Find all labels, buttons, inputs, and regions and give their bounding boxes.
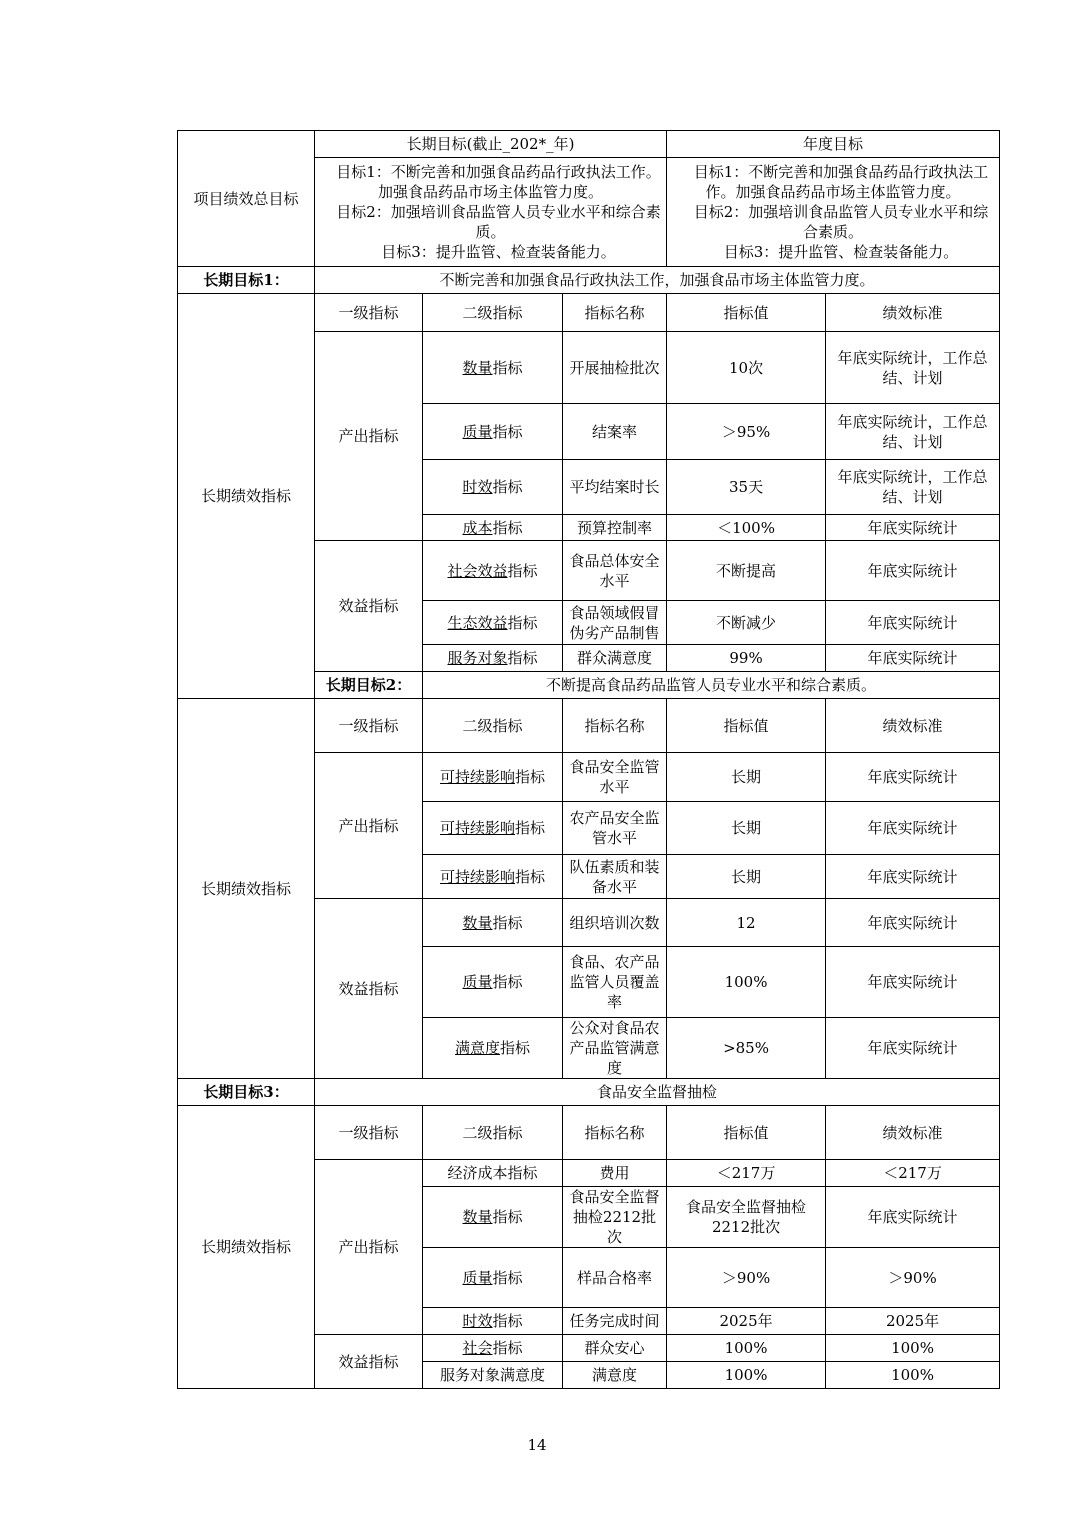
indicator-name: 食品安全监督抽检2212批次 xyxy=(563,1187,667,1248)
indicator-value: 10次 xyxy=(667,332,826,404)
indicator-name: 平均结案时长 xyxy=(563,460,667,515)
indicator-standard: 年底实际统计 xyxy=(826,515,1000,541)
indicator-value: 不断减少 xyxy=(667,601,826,645)
level2-cell: 生态效益指标 xyxy=(423,601,563,645)
indicator-name: 结案率 xyxy=(563,404,667,460)
section1-perf-label: 长期绩效指标 xyxy=(178,294,315,699)
level2-cell: 时效指标 xyxy=(423,1308,563,1335)
group-output: 产出指标 xyxy=(315,332,423,541)
long-term-goals: 目标1：不断完善和加强食品药品行政执法工作。加强食品药品市场主体监管力度。 目标2：加强培训食品监管人员专业水平和综合素质。 目标3：提升监管、检查装备能力。 xyxy=(315,158,667,267)
long-term-header: 长期目标(截止_202*_年) xyxy=(315,131,667,158)
level2-cell: 时效指标 xyxy=(423,460,563,515)
indicator-name: 食品领域假冒伪劣产品制售 xyxy=(563,601,667,645)
section3-desc: 食品安全监督抽检 xyxy=(315,1079,1000,1106)
indicator-standard: 年底实际统计 xyxy=(826,753,1000,802)
indicator-value: ＞95% xyxy=(667,404,826,460)
indicator-standard: ＜217万 xyxy=(826,1160,1000,1187)
indicator-name: 样品合格率 xyxy=(563,1248,667,1308)
indicator-value: 长期 xyxy=(667,753,826,802)
section1-label: 长期目标1： xyxy=(178,267,315,294)
indicator-value: 长期 xyxy=(667,855,826,899)
col-name: 指标名称 xyxy=(563,699,667,753)
indicator-value: ＜217万 xyxy=(667,1160,826,1187)
col-name: 指标名称 xyxy=(563,1106,667,1160)
level2-cell: 成本指标 xyxy=(423,515,563,541)
indicator-name: 食品安全监管水平 xyxy=(563,753,667,802)
col-standard: 绩效标准 xyxy=(826,294,1000,332)
col-level1: 一级指标 xyxy=(315,699,423,753)
annual-header: 年度目标 xyxy=(667,131,1000,158)
performance-table xyxy=(177,130,1000,1389)
indicator-value: 长期 xyxy=(667,802,826,855)
indicator-value: 35天 xyxy=(667,460,826,515)
level2-cell: 质量指标 xyxy=(423,404,563,460)
indicator-name: 食品总体安全水平 xyxy=(563,541,667,601)
annual-goals: 目标1：不断完善和加强食品药品行政执法工作。加强食品药品市场主体监管力度。 目标2：加强培训食品监管人员专业水平和综合素质。 目标3：提升监管、检查装备能力。 xyxy=(667,158,1000,267)
section3-label: 长期目标3： xyxy=(178,1079,315,1106)
indicator-standard: 年底实际统计 xyxy=(826,601,1000,645)
col-level2: 二级指标 xyxy=(423,1106,563,1160)
project-goal-label: 项目绩效总目标 xyxy=(178,131,315,267)
page-number: 14 xyxy=(527,1436,547,1454)
level2-cell: 满意度指标 xyxy=(423,1018,563,1079)
indicator-name: 组织培训次数 xyxy=(563,899,667,947)
indicator-standard: 2025年 xyxy=(826,1308,1000,1335)
section2-desc: 不断提高食品药品监管人员专业水平和综合素质。 xyxy=(423,672,1000,699)
indicator-name: 预算控制率 xyxy=(563,515,667,541)
indicator-name: 队伍素质和装备水平 xyxy=(563,855,667,899)
indicator-standard: 年底实际统计 xyxy=(826,802,1000,855)
indicator-name: 任务完成时间 xyxy=(563,1308,667,1335)
indicator-value: >85% xyxy=(667,1018,826,1079)
col-standard: 绩效标准 xyxy=(826,699,1000,753)
indicator-standard: ＞90% xyxy=(826,1248,1000,1308)
level2-cell: 服务对象满意度 xyxy=(423,1362,563,1389)
indicator-value: ＞90% xyxy=(667,1248,826,1308)
level2-cell: 社会指标 xyxy=(423,1335,563,1362)
level2-cell: 社会效益指标 xyxy=(423,541,563,601)
indicator-value: 12 xyxy=(667,899,826,947)
group-benefit: 效益指标 xyxy=(315,899,423,1079)
indicator-standard: 年底实际统计 xyxy=(826,899,1000,947)
indicator-name: 群众安心 xyxy=(563,1335,667,1362)
level2-cell: 质量指标 xyxy=(423,947,563,1018)
indicator-name: 公众对食品农产品监管满意度 xyxy=(563,1018,667,1079)
col-level2: 二级指标 xyxy=(423,699,563,753)
group-output: 产出指标 xyxy=(315,753,423,899)
indicator-standard: 100% xyxy=(826,1335,1000,1362)
indicator-name: 群众满意度 xyxy=(563,645,667,672)
indicator-value: 100% xyxy=(667,947,826,1018)
col-value: 指标值 xyxy=(667,1106,826,1160)
indicator-value: 食品安全监督抽检2212批次 xyxy=(667,1187,826,1248)
level2-cell: 质量指标 xyxy=(423,1248,563,1308)
indicator-value: 100% xyxy=(667,1362,826,1389)
indicator-value: 2025年 xyxy=(667,1308,826,1335)
level2-cell: 服务对象指标 xyxy=(423,645,563,672)
level2-cell: 数量指标 xyxy=(423,1187,563,1248)
col-level2: 二级指标 xyxy=(423,294,563,332)
indicator-standard: 年底实际统计，工作总结、计划 xyxy=(826,332,1000,404)
level2-cell: 可持续影响指标 xyxy=(423,855,563,899)
indicator-standard: 年底实际统计 xyxy=(826,1018,1000,1079)
indicator-value: 100% xyxy=(667,1335,826,1362)
indicator-standard: 年底实际统计，工作总结、计划 xyxy=(826,460,1000,515)
indicator-name: 食品、农产品监管人员覆盖率 xyxy=(563,947,667,1018)
indicator-standard: 100% xyxy=(826,1362,1000,1389)
group-benefit: 效益指标 xyxy=(315,541,423,672)
indicator-value: 99% xyxy=(667,645,826,672)
col-value: 指标值 xyxy=(667,294,826,332)
indicator-value: 不断提高 xyxy=(667,541,826,601)
level2-cell: 数量指标 xyxy=(423,899,563,947)
section2-label: 长期目标2： xyxy=(315,672,423,699)
col-name: 指标名称 xyxy=(563,294,667,332)
section2-perf-label: 长期绩效指标 xyxy=(178,699,315,1079)
col-value: 指标值 xyxy=(667,699,826,753)
level2-cell: 可持续影响指标 xyxy=(423,753,563,802)
indicator-standard: 年底实际统计，工作总结、计划 xyxy=(826,404,1000,460)
group-output: 产出指标 xyxy=(315,1160,423,1335)
indicator-standard: 年底实际统计 xyxy=(826,541,1000,601)
col-level1: 一级指标 xyxy=(315,294,423,332)
indicator-standard: 年底实际统计 xyxy=(826,1187,1000,1248)
level2-cell: 经济成本指标 xyxy=(423,1160,563,1187)
indicator-value: ＜100% xyxy=(667,515,826,541)
indicator-standard: 年底实际统计 xyxy=(826,855,1000,899)
section1-desc: 不断完善和加强食品行政执法工作，加强食品市场主体监管力度。 xyxy=(315,267,1000,294)
level2-cell: 数量指标 xyxy=(423,332,563,404)
col-level1: 一级指标 xyxy=(315,1106,423,1160)
level2-cell: 可持续影响指标 xyxy=(423,802,563,855)
col-standard: 绩效标准 xyxy=(826,1106,1000,1160)
group-benefit: 效益指标 xyxy=(315,1335,423,1389)
indicator-name: 开展抽检批次 xyxy=(563,332,667,404)
section3-perf-label: 长期绩效指标 xyxy=(178,1106,315,1389)
indicator-standard: 年底实际统计 xyxy=(826,947,1000,1018)
indicator-name: 满意度 xyxy=(563,1362,667,1389)
indicator-name: 费用 xyxy=(563,1160,667,1187)
indicator-name: 农产品安全监管水平 xyxy=(563,802,667,855)
indicator-standard: 年底实际统计 xyxy=(826,645,1000,672)
